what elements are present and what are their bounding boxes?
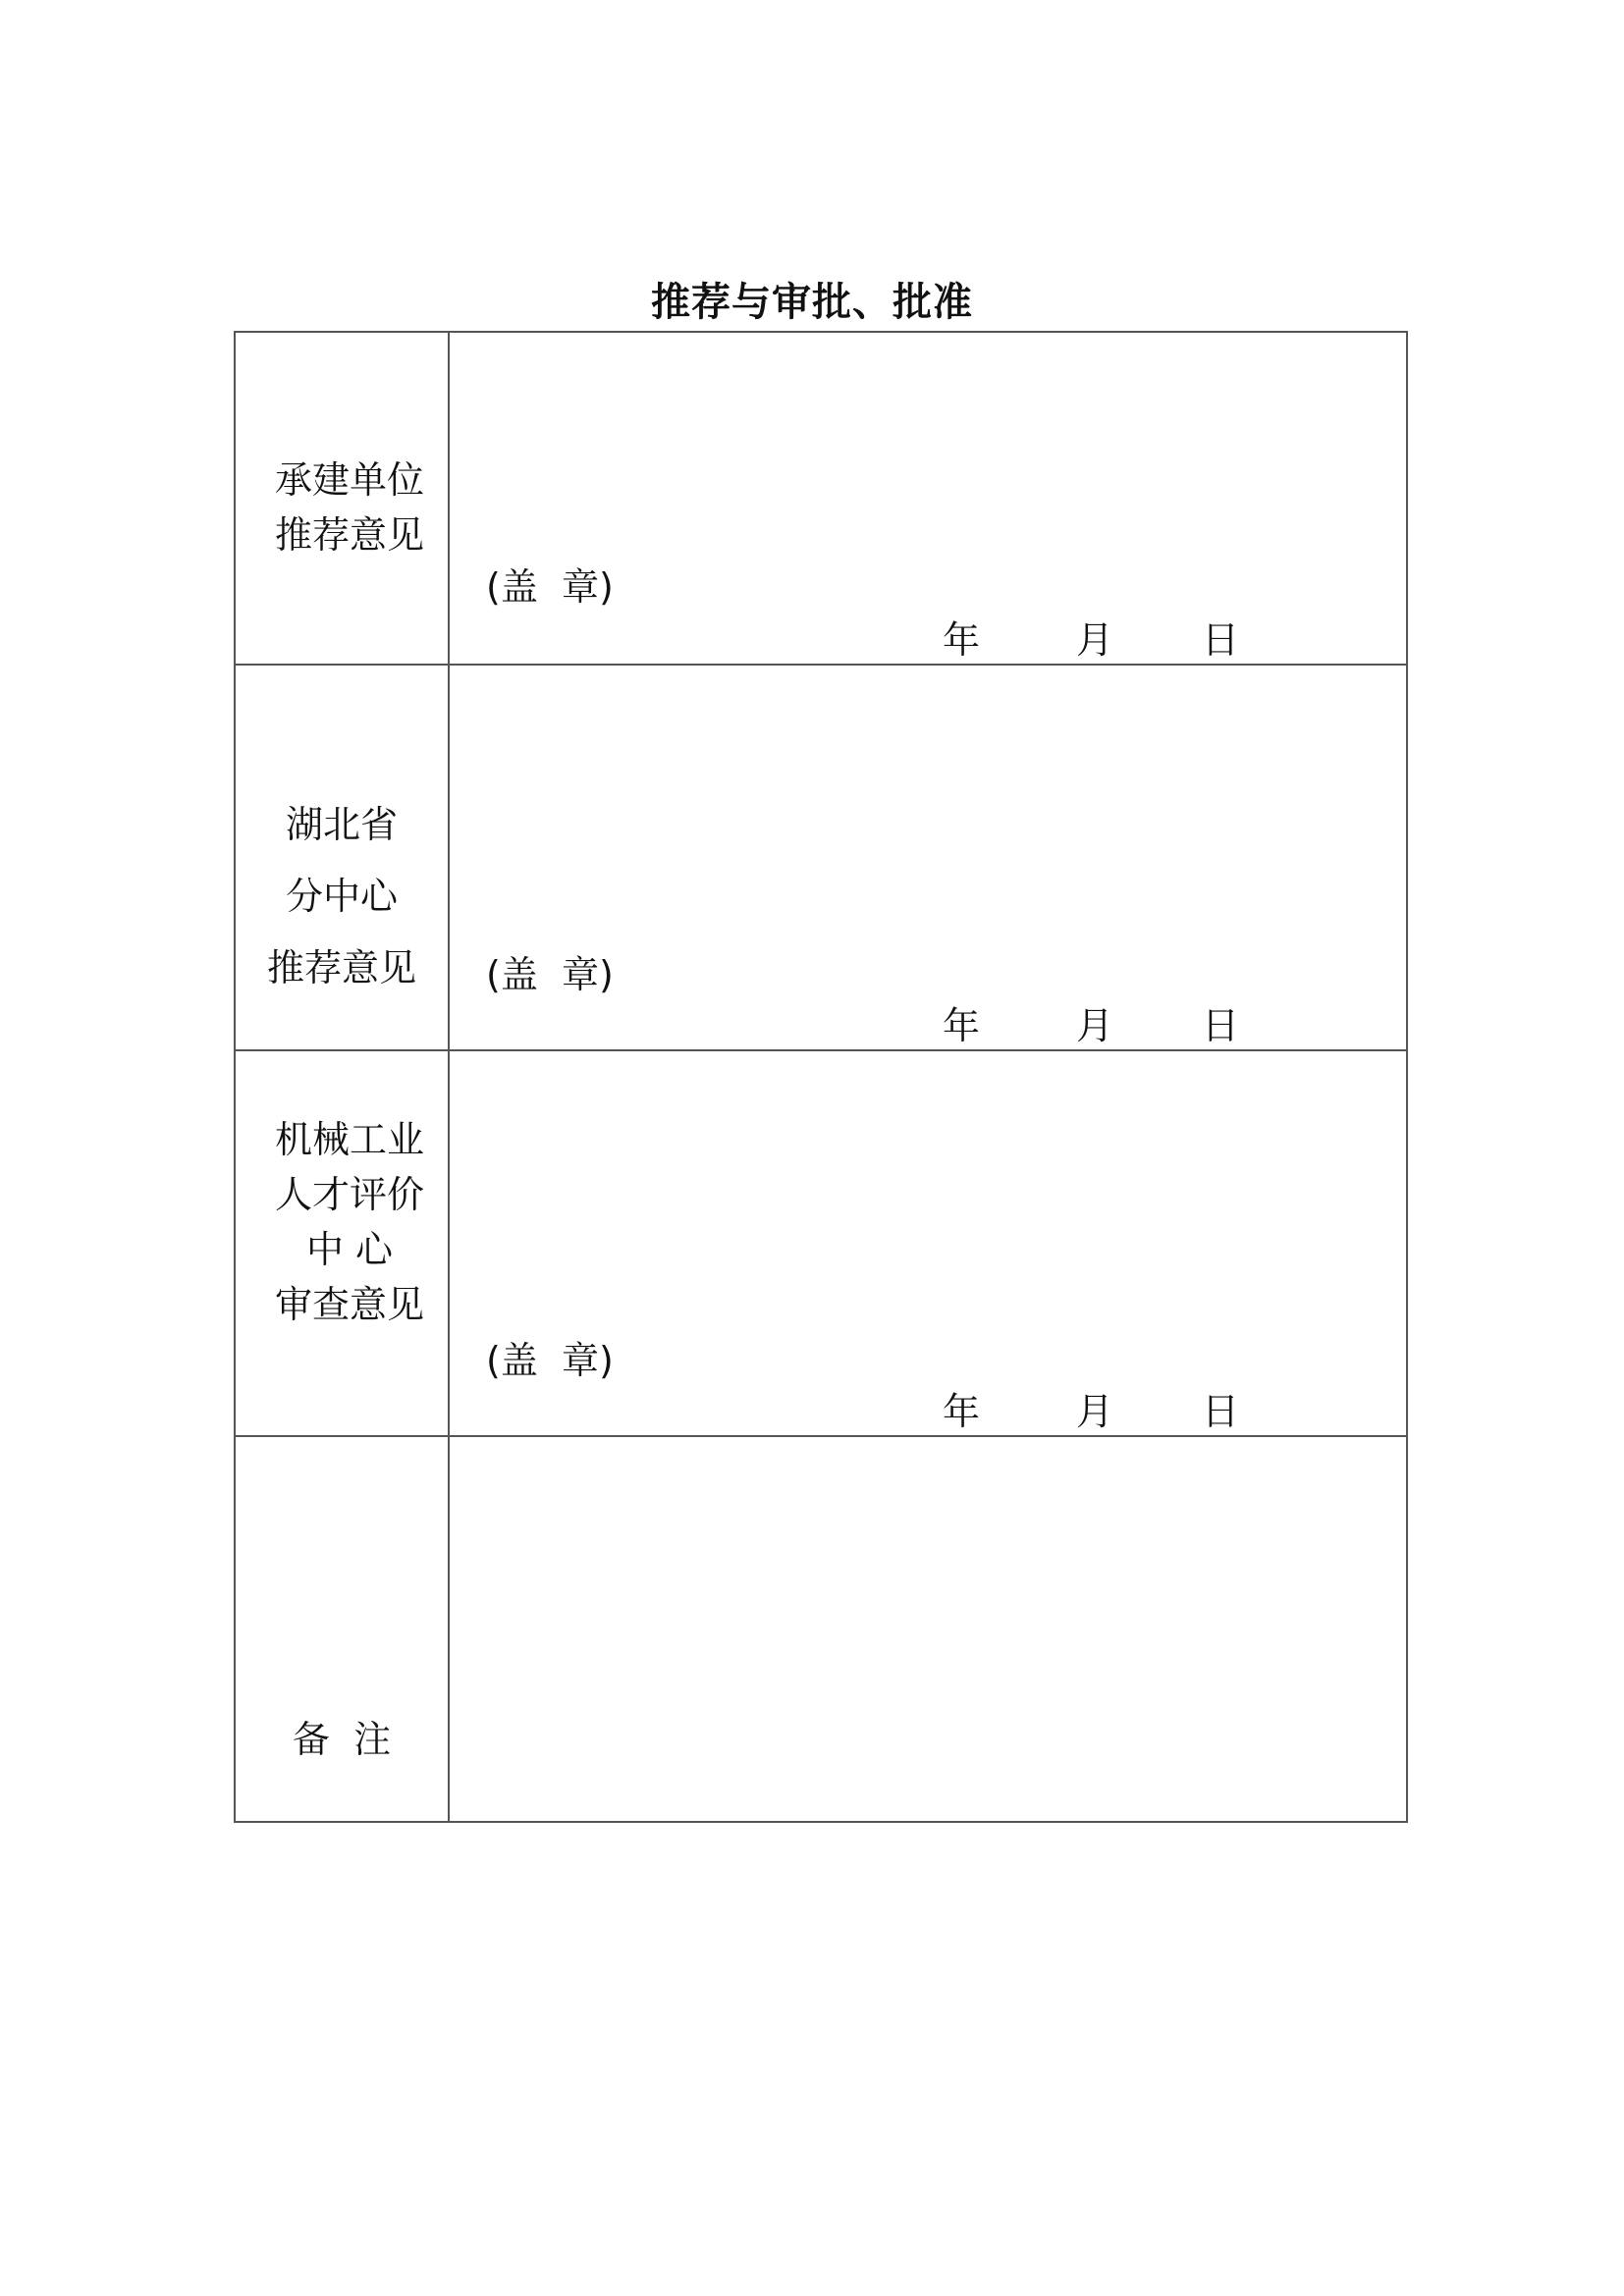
table-row	[236, 1051, 1408, 1437]
table-row	[236, 333, 1408, 666]
row-label	[236, 1112, 456, 1332]
label-line: 机械工业	[274, 1118, 424, 1161]
seal-text: (盖 章)	[486, 1339, 614, 1382]
label-line: 湖北省	[285, 803, 398, 846]
label-line: 推荐意见	[266, 946, 416, 989]
date-year: 年	[943, 1004, 981, 1047]
opinion-field[interactable]	[450, 666, 1408, 1049]
label-line: 承建单位	[274, 458, 424, 502]
row-label-cell	[236, 1051, 450, 1435]
date-month: 月	[1076, 618, 1114, 662]
row-label	[236, 789, 460, 1004]
page-title: 推荐与审批、批准	[651, 280, 973, 325]
row-label	[236, 453, 456, 562]
seal-text: (盖 章)	[486, 953, 614, 996]
label-line: 推荐意见	[274, 513, 424, 557]
date-year: 年	[943, 618, 981, 662]
table-row	[236, 666, 1408, 1051]
table-row	[236, 1437, 1408, 1823]
label-line: 分中心	[285, 875, 398, 918]
label-line: 备 注	[292, 1718, 392, 1761]
opinion-field[interactable]	[450, 1051, 1408, 1435]
row-label	[236, 1602, 448, 1877]
approval-table	[234, 331, 1408, 1823]
date-month: 月	[1076, 1004, 1114, 1047]
seal-text: (盖 章)	[486, 565, 614, 609]
label-line: 中 心	[305, 1228, 394, 1271]
opinion-field[interactable]	[450, 333, 1408, 664]
remarks-field[interactable]	[450, 1437, 1408, 1821]
row-label-cell	[236, 666, 450, 1049]
date-day: 日	[1202, 618, 1240, 662]
label-line: 人才评价	[274, 1173, 424, 1216]
date-day: 日	[1202, 1390, 1240, 1433]
label-line: 审查意见	[274, 1283, 424, 1326]
date-year: 年	[943, 1390, 981, 1433]
row-label-cell	[236, 1437, 450, 1821]
row-label-cell	[236, 333, 450, 664]
date-month: 月	[1076, 1390, 1114, 1433]
date-day: 日	[1202, 1004, 1240, 1047]
